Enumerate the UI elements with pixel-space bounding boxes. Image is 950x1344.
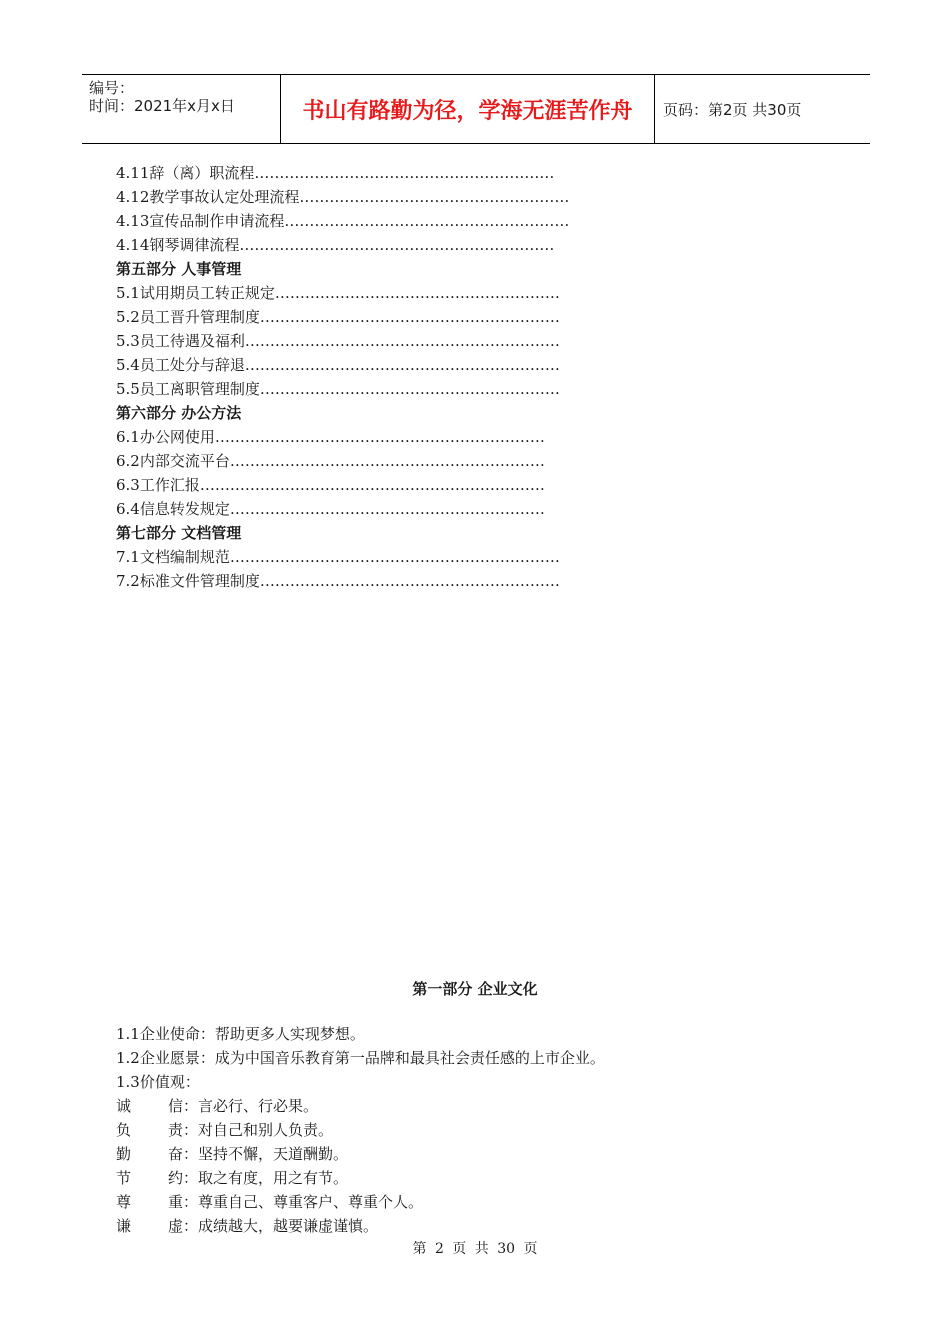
header-page-number: 页码：第2页 共30页 xyxy=(663,100,802,119)
value-char-1: 诚 xyxy=(116,1097,132,1115)
value-description: ：成绩越大，越要谦虚谨慎。 xyxy=(183,1217,379,1235)
toc-section-heading: 第五部分 人事管理 xyxy=(116,260,242,278)
values-list xyxy=(116,1094,605,1238)
value-spacer xyxy=(140,1094,168,1118)
chapter-title: 第一部分 企业文化 xyxy=(412,980,538,998)
value-spacer xyxy=(140,1214,168,1238)
toc-entry: 5.1试用期员工转正规定………………………………………………… xyxy=(116,284,560,302)
value-description: ：尊重自己、尊重客户、尊重个人。 xyxy=(183,1193,424,1211)
page-header xyxy=(82,74,870,144)
toc-entry: 7.1文档编制规范………………………………………………………… xyxy=(116,548,560,566)
value-description: ：对自己和别人负责。 xyxy=(183,1121,334,1139)
toc-entry: 4.14钢琴调律流程……………………………………………………… xyxy=(116,236,555,254)
toc-entry: 6.2内部交流平台……………………………………………………… xyxy=(116,452,545,470)
toc-entry: 7.2标准文件管理制度…………………………………………………… xyxy=(116,572,560,590)
page-footer: 第 2 页 共 30 页 xyxy=(412,1241,538,1257)
value-char-1: 节 xyxy=(116,1169,132,1187)
chapter-body xyxy=(116,1022,605,1238)
toc-section-heading: 第七部分 文档管理 xyxy=(116,524,242,542)
table-of-contents xyxy=(116,161,569,593)
value-char-1: 尊 xyxy=(116,1193,132,1211)
value-spacer xyxy=(140,1118,168,1142)
toc-entry: 5.4员工处分与辞退……………………………………………………… xyxy=(116,356,560,374)
company-mission: 1.1企业使命：帮助更多人实现梦想。 xyxy=(116,1025,365,1043)
toc-entry: 5.5员工离职管理制度…………………………………………………… xyxy=(116,380,560,398)
header-motto: 书山有路勤为径，学海无涯苦作舟 xyxy=(302,98,633,124)
value-description: ：取之有度，用之有节。 xyxy=(183,1169,349,1187)
value-char-2: 奋 xyxy=(168,1145,184,1163)
value-char-1: 谦 xyxy=(116,1217,132,1235)
value-char-1: 勤 xyxy=(116,1145,132,1163)
value-spacer xyxy=(140,1142,168,1166)
value-item xyxy=(116,1142,605,1166)
value-item xyxy=(116,1094,605,1118)
company-vision: 1.2企业愿景：成为中国音乐教育第一品牌和最具社会责任感的上市企业。 xyxy=(116,1049,605,1067)
value-item xyxy=(116,1190,605,1214)
values-label: 1.3价值观： xyxy=(116,1073,200,1091)
toc-section-heading: 第六部分 办公方法 xyxy=(116,404,242,422)
value-char-2: 虚 xyxy=(168,1217,184,1235)
toc-entry: 6.1办公网使用………………………………………………………… xyxy=(116,428,545,446)
value-char-2: 重 xyxy=(168,1193,184,1211)
value-spacer xyxy=(140,1190,168,1214)
document-number-label: 编号： xyxy=(89,79,135,97)
value-item xyxy=(116,1214,605,1238)
header-meta-cell xyxy=(82,75,281,143)
value-item xyxy=(116,1118,605,1142)
toc-entry: 4.11辞（离）职流程…………………………………………………… xyxy=(116,164,555,182)
toc-entry: 6.3工作汇报…………………………………………………………… xyxy=(116,476,545,494)
value-description: ：言必行、行必果。 xyxy=(183,1097,319,1115)
toc-entry: 4.13宣传品制作申请流程………………………………………………… xyxy=(116,212,570,230)
value-char-2: 信 xyxy=(168,1097,184,1115)
value-spacer xyxy=(140,1166,168,1190)
value-char-2: 约 xyxy=(168,1169,184,1187)
value-char-1: 负 xyxy=(116,1121,132,1139)
document-date-label: 时间：2021年x月x日 xyxy=(89,97,235,115)
header-page-cell xyxy=(655,75,870,143)
value-char-2: 责 xyxy=(168,1121,184,1139)
value-item xyxy=(116,1166,605,1190)
header-motto-cell xyxy=(281,75,655,143)
toc-entry: 5.2员工晋升管理制度…………………………………………………… xyxy=(116,308,560,326)
toc-entry: 5.3员工待遇及福利……………………………………………………… xyxy=(116,332,560,350)
value-description: ：坚持不懈，天道酬勤。 xyxy=(183,1145,349,1163)
toc-entry: 4.12教学事故认定处理流程……………………………………………… xyxy=(116,188,570,206)
toc-entry: 6.4信息转发规定……………………………………………………… xyxy=(116,500,545,518)
